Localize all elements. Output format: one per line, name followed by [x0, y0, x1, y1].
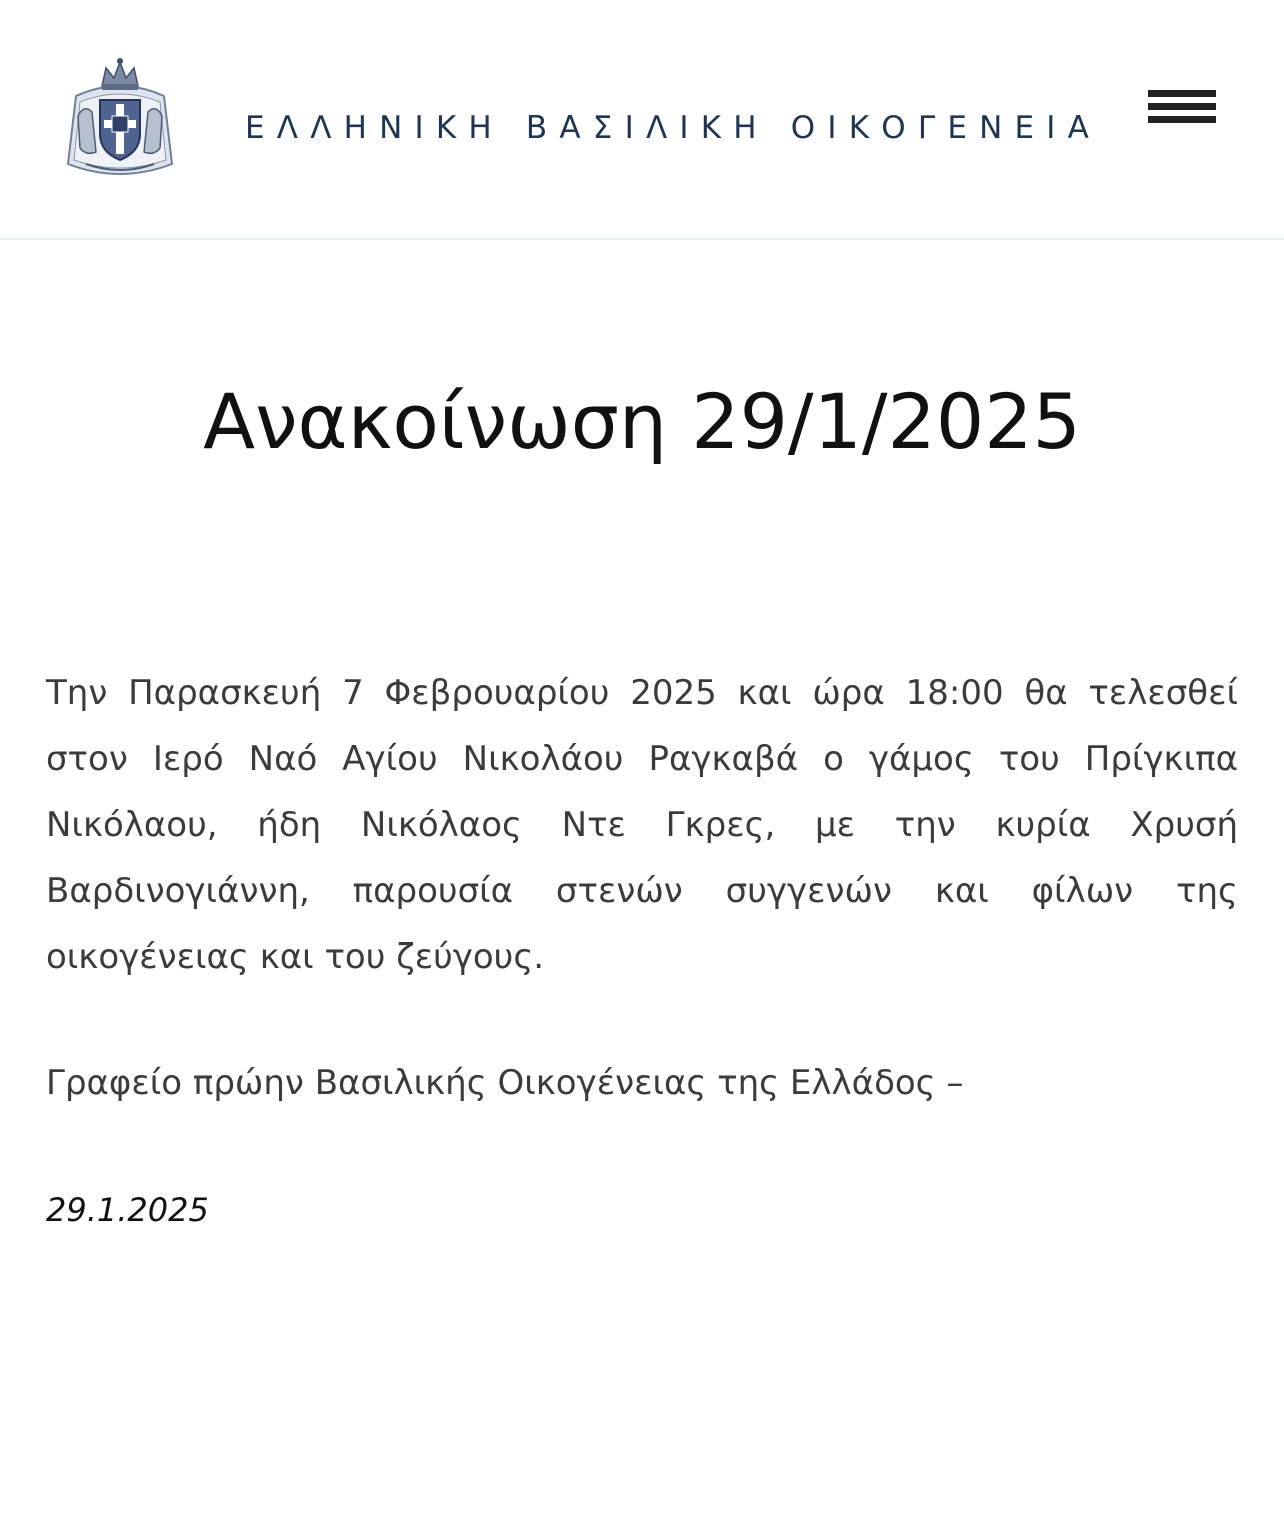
site-title[interactable]: ΕΛΛΗΝΙΚΗ ΒΑΣΙΛΙΚΗ ΟΙΚΟΓΕΝΕΙΑ	[245, 110, 1102, 146]
hamburger-menu-icon[interactable]	[1148, 88, 1216, 136]
site-header	[0, 0, 1284, 240]
article-signature: Γραφείο πρώην Βασιλικής Οικογένειας της Ελλάδος –	[46, 1063, 964, 1103]
royal-coat-of-arms-icon[interactable]	[56, 56, 184, 184]
menu-line	[1148, 103, 1216, 110]
page-title: Ανακοίνωση 29/1/2025	[203, 377, 1081, 466]
menu-line	[1148, 116, 1216, 123]
article-date: 29.1.2025	[46, 1191, 209, 1229]
article-content	[46, 660, 1238, 990]
menu-line	[1148, 90, 1216, 97]
article-body: Την Παρασκευή 7 Φεβρουαρίου 2025 και ώρα 18:00 θα τελεσθεί στον Ιερό Ναό Αγίου Νικολάου Ραγκαβά ο γάμος του Πρίγκιπα Νικόλαου, ήδη Νικόλαος Ντε Γκρες, με την κυρία Χρυσή Βαρδινογιάννη, παρουσία στενών συγγενών και φίλων της οικογένειας και του ζεύγους.	[46, 673, 1238, 977]
